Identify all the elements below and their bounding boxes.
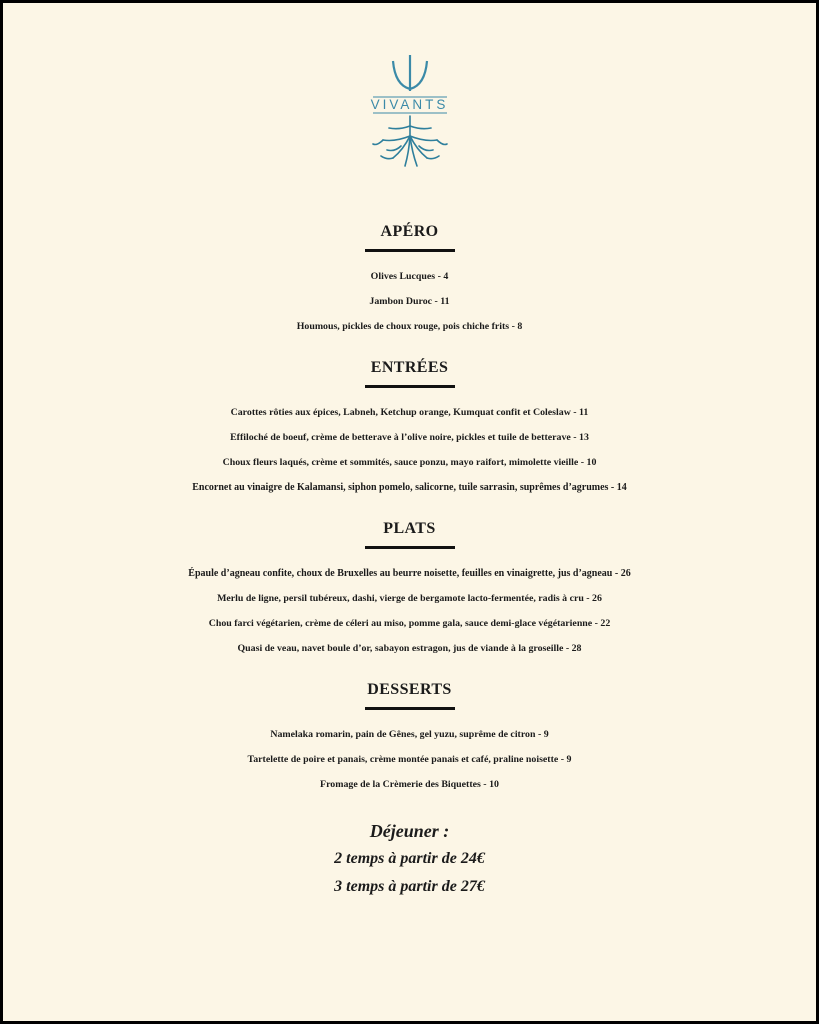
menu-item: Namelaka romarin, pain de Gênes, gel yuzu, suprême de citron - 9	[270, 729, 549, 740]
menu-item: Épaule d’agneau confite, choux de Bruxelles au beurre noisette, feuilles en vinaigrette, jus d’agneau - 26	[188, 568, 631, 579]
section-desserts	[3, 679, 816, 797]
menu-item: Fromage de la Crèmerie des Biquettes - 10	[320, 779, 499, 790]
section-title: ENTRÉES	[370, 359, 449, 376]
section-entrees	[3, 357, 816, 500]
section-title: APÉRO	[380, 223, 439, 240]
menu-item: Tartelette de poire et panais, crème montée panais et café, praline noisette - 9	[247, 754, 572, 765]
menu-content	[3, 221, 816, 901]
brand-name: VIVANTS	[370, 97, 449, 112]
menu-item: Effiloché de boeuf, crème de betterave à l’olive noire, pickles et tuile de betterave - 13	[230, 432, 589, 443]
lunch-line: 2 temps à partir de 24€	[334, 850, 485, 867]
section-apero	[3, 221, 816, 339]
menu-item: Houmous, pickles de choux rouge, pois chiche frits - 8	[296, 321, 523, 332]
menu-item: Merlu de ligne, persil tubéreux, dashi, vierge de bergamote lacto-fermentée, radis à cru - 26	[217, 593, 602, 604]
section-title: DESSERTS	[367, 681, 452, 698]
lunch-title: Déjeuner :	[369, 821, 450, 841]
wine-glass-roots-icon	[365, 55, 455, 99]
title-underline	[365, 385, 455, 388]
menu-item: Chou farci végétarien, crème de céleri au miso, pomme gala, sauce demi-glace végétarienne - 22	[208, 618, 611, 629]
lunch-offer	[3, 817, 816, 901]
title-underline	[365, 546, 455, 549]
roots-icon	[365, 112, 455, 170]
title-underline	[365, 707, 455, 710]
menu-item: Encornet au vinaigre de Kalamansi, siphon pomelo, salicorne, tuile sarrasin, suprêmes d’agrumes - 14	[192, 482, 627, 493]
menu-item: Jambon Duroc - 11	[369, 296, 450, 307]
section-title: PLATS	[383, 520, 436, 537]
brand-logo	[3, 55, 816, 170]
menu-item: Quasi de veau, navet boule d’or, sabayon estragon, jus de viande à la groseille - 28	[237, 643, 582, 654]
title-underline	[365, 249, 455, 252]
menu-page	[3, 3, 816, 1021]
menu-item: Choux fleurs laqués, crème et sommités, sauce ponzu, mayo raifort, mimolette vieille - 10	[222, 457, 597, 468]
lunch-line: 3 temps à partir de 27€	[334, 878, 485, 895]
menu-item: Carottes rôties aux épices, Labneh, Ketchup orange, Kumquat confit et Coleslaw - 11	[230, 407, 589, 418]
menu-item: Olives Lucques - 4	[370, 271, 449, 282]
section-plats	[3, 518, 816, 661]
